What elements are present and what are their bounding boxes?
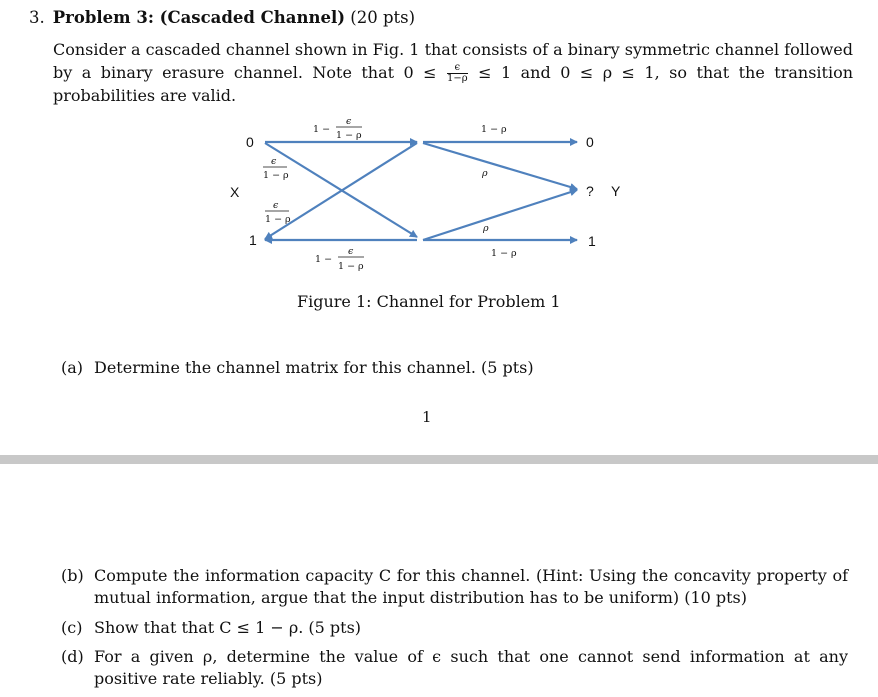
page-divider [0,455,878,464]
problem-intro [53,38,853,107]
intro-fraction [447,63,468,84]
figure-caption: Figure 1: Channel for Problem 1 [297,292,561,311]
label-top-den: 1 − ρ [336,130,362,141]
part-d [61,646,848,690]
label-bec-rho-upper: ρ [482,168,488,179]
label-bottom-den: 1 − ρ [338,261,364,272]
label-bec-bottom: 1 − ρ [491,248,517,259]
label-bec-top: 1 − ρ [481,124,507,135]
label-bottom-one-minus: 1 − [315,254,333,265]
input-x-label: X [230,184,240,200]
part-b [61,565,848,609]
label-cross-upper-eps: ϵ [271,156,277,167]
channel-diagram [215,112,635,280]
part-a [61,357,851,379]
bec-edge-1-erasure [423,190,577,240]
part-b-text: Compute the information capacity C for this channel. (Hint: Using the concavity property of mutual information, argue that the input distribution has to be uniform) (10 pts) [94,566,848,607]
output-1-label: 1 [588,233,596,249]
output-y-label: Y [611,183,621,199]
output-0-label: 0 [586,134,594,150]
part-a-text: Determine the channel matrix for this channel. (5 pts) [94,358,534,377]
label-bottom-eps: ϵ [348,246,354,257]
output-erasure-label: ? [586,183,594,199]
label-cross-lower-den: 1 − ρ [265,214,291,225]
problem-number: 3. [29,8,45,27]
input-1-label: 1 [249,232,257,248]
problem-heading [29,8,415,27]
label-cross-upper-den: 1 − ρ [263,170,289,181]
label-top-eps: ϵ [346,116,352,127]
intro-text-1: Consider a cascaded channel shown in Fig. 1 that consists of a binary symmetric channel followed by a binary erasure channel. Note that 0 ≤ [53,40,853,82]
intro-text-2: ≤ 1 and 0 ≤ ρ ≤ 1, so that the transition probabilities are valid. [53,63,854,105]
problem-points: (20 pts) [350,8,416,27]
label-cross-lower-eps: ϵ [273,200,279,211]
part-c-text: Show that that C ≤ 1 − ρ. (5 pts) [94,618,362,637]
part-a-label: (a) [61,358,84,377]
part-b-label: (b) [61,566,84,585]
problem-title: Problem 3: (Cascaded Channel) [52,8,346,27]
intro-fraction-denominator: 1−ρ [447,73,468,84]
input-0-label: 0 [246,134,254,150]
part-d-text: For a given ρ, determine the value of ϵ such that one cannot send information at any positive rate reliably. (5 pts) [94,647,848,688]
label-top-one-minus: 1 − [313,124,331,135]
part-c-label: (c) [61,618,83,637]
intro-fraction-numerator: ϵ [447,63,468,74]
label-bec-rho-lower: ρ [483,223,489,234]
part-d-label: (d) [61,647,84,666]
page-2 [0,464,878,697]
page-number: 1 [422,408,432,426]
part-c [61,617,848,639]
bec-edge-0-erasure [423,143,577,189]
